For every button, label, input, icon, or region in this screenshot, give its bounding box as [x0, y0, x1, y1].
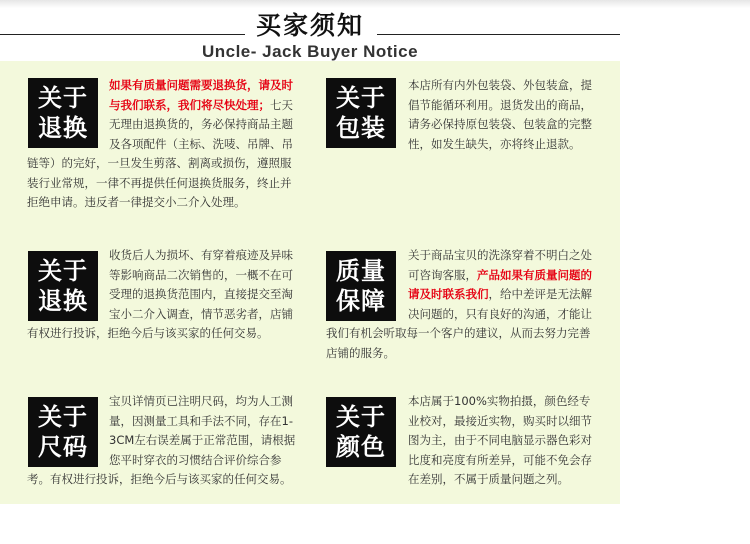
badge-line: 关于 — [38, 84, 88, 112]
badge-line: 关于 — [38, 403, 88, 431]
section-text-returns-damage — [27, 246, 298, 344]
body-text: 宝贝详情页已注明尺码，均为人工测量，因测量工具和手法不同，存在1-3CM左右误差属于正常范围，请根据您平时穿衣的习惯结合评价综合参考。有权进行投诉，拒绝今后与该买家的任何交易。 — [27, 394, 296, 486]
section-text-returns — [27, 76, 298, 213]
highlight-text: 产品如果有质量问题的请及时联系我们 — [408, 267, 592, 301]
badge-line: 尺码 — [38, 433, 88, 461]
badge-line: 颜色 — [336, 433, 386, 461]
body-text: 收货后人为损坏、有穿着痕迹及异味等影响商品二次销售的，一概不在可受理的退换货范围内，直接提交至淘宝小二介入调查，情节恶劣者，店铺有权进行投诉，拒绝今后与该买家的任何交易。 — [27, 248, 293, 340]
badge-spacer — [27, 392, 109, 470]
top-fade — [0, 0, 750, 8]
badge-line: 包装 — [336, 114, 386, 142]
badge-line: 保障 — [336, 287, 386, 315]
badge-spacer — [27, 76, 109, 154]
highlight-text: 如果有质量问题需要退换货，请及时与我们联系，我们将尽快处理； — [109, 78, 293, 112]
badge-spacer — [326, 246, 408, 324]
title-rule-right — [377, 34, 620, 35]
page-title: 买家须知 — [255, 11, 364, 40]
body-text: 关于商品宝贝的洗涤穿着不明白之处可咨询客服， — [408, 248, 592, 282]
notice-panel — [0, 61, 620, 504]
section-text-size — [27, 392, 298, 490]
badge-line: 关于 — [336, 403, 386, 431]
badge-line: 关于 — [38, 257, 88, 285]
section-text-color: 本店属于100%实物拍摄，颜色经专业校对，最接近实物，购买时以细节图为主，由于不同电脑显示器色彩对比度和亮度有所差异，可能不免会存在差别，不属于质量问题之列。 — [408, 394, 592, 486]
title-rule-left — [0, 34, 245, 35]
badge-line: 退换 — [38, 287, 88, 315]
section-badge-color — [326, 397, 396, 467]
body-text: ，给中差评是无法解决问题的，只有良好的沟通，才能让我们有机会听取每一个客户的建议，从而去努力完善店铺的服务。 — [326, 287, 592, 360]
body-text: 七天无理由退换货的，务必保持商品主题及各项配件（主标、洗唛、吊牌、吊链等）的完好，一旦发生剪落、割离或损伤，遵照服装行业常规，一律不再提供任何退换货服务，终止并拒绝申请。违反者一律提交小二介入处理。 — [27, 97, 293, 209]
badge-line: 质量 — [336, 257, 386, 285]
badge-line: 关于 — [336, 84, 386, 112]
section-badge-packaging — [326, 78, 396, 148]
section-text-quality — [326, 246, 598, 363]
badge-line: 退换 — [38, 114, 88, 142]
badge-spacer — [27, 246, 109, 324]
page-subtitle: Uncle- Jack Buyer Notice — [201, 42, 419, 61]
section-text-packaging: 本店所有内外包装袋、外包装盒，提倡节能循环利用。退货发出的商品，请务必保持原包装袋、包装盒的完整性，如发生缺失，亦将终止退款。 — [408, 78, 592, 151]
